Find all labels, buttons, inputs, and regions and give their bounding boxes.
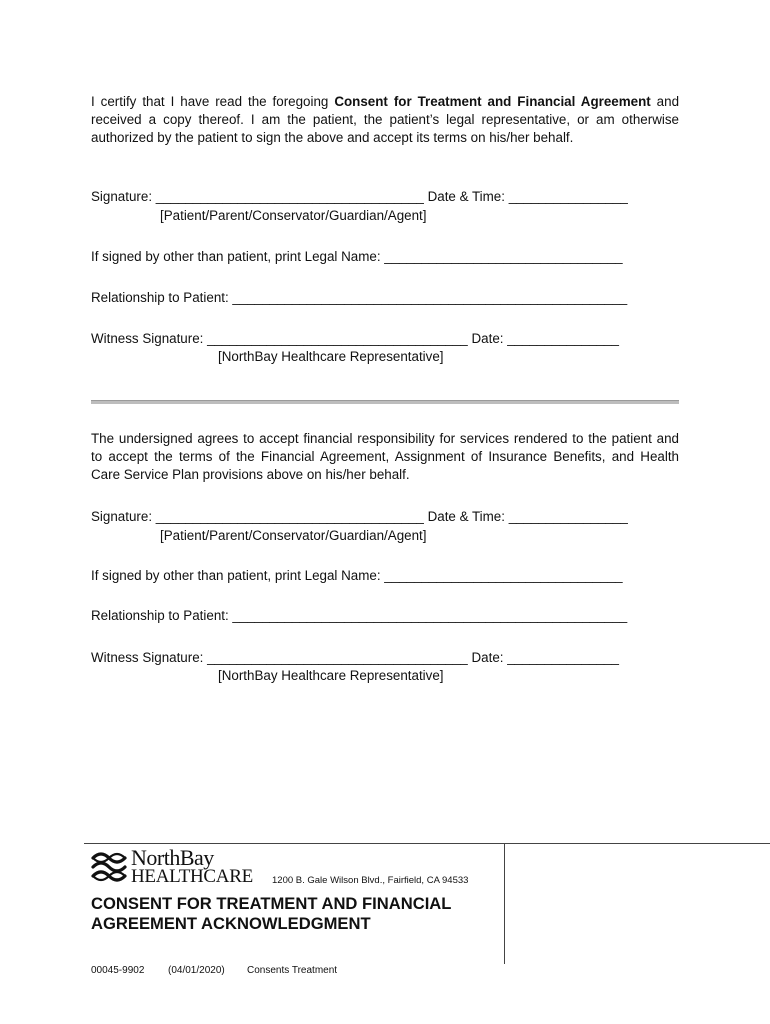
legal-name-field-2[interactable]: If signed by other than patient, print Legal Name: ________________________________: [91, 568, 623, 583]
signature-caption-1: [Patient/Parent/Conservator/Guardian/Agent]: [160, 208, 427, 223]
relationship-field-2[interactable]: Relationship to Patient: _____________________________________________________: [91, 608, 628, 623]
section-divider: [91, 400, 679, 404]
form-date: (04/01/2020): [168, 965, 225, 976]
certification-intro-text: I certify that I have read the foregoing: [91, 94, 335, 109]
logo-healthcare-text: HEALTHCARE: [131, 866, 253, 887]
form-category: Consents Treatment: [247, 965, 338, 976]
witness-caption-1: [NorthBay Healthcare Representative]: [218, 349, 444, 364]
form-number: 00045-9902: [91, 965, 145, 976]
witness-caption-2: [NorthBay Healthcare Representative]: [218, 668, 444, 683]
signature-date-field-1[interactable]: Signature: ____________________________________ Date & Time: ________________: [91, 189, 628, 204]
financial-responsibility-paragraph: The undersigned agrees to accept financial responsibility for services rendered to the patient and to accept the terms of the Financial Agreement, Assignment of Insurance Benefits, and Health Care Service Plan provisions above on his/her behalf.: [91, 431, 679, 482]
signature-caption-2: [Patient/Parent/Conservator/Guardian/Agent]: [160, 528, 427, 543]
certification-paragraph: [91, 93, 679, 147]
relationship-field-1[interactable]: Relationship to Patient: _____________________________________________________: [91, 290, 628, 305]
logo-northbay-text: NorthBay: [131, 845, 214, 870]
signature-date-field-2[interactable]: Signature: ____________________________________ Date & Time: ________________: [91, 509, 628, 524]
legal-name-field-1[interactable]: If signed by other than patient, print Legal Name: ________________________________: [91, 249, 623, 264]
witness-signature-field-2[interactable]: Witness Signature: ___________________________________ Date: _______________: [91, 650, 619, 665]
knot-logo-icon: [89, 849, 129, 885]
form-title: CONSENT FOR TREATMENT AND FINANCIAL AGREEMENT ACKNOWLEDGMENT: [91, 894, 452, 933]
witness-signature-field-1[interactable]: Witness Signature: ___________________________________ Date: _______________: [91, 331, 619, 346]
footer-vertical-rule: [504, 843, 505, 964]
northbay-logo: [89, 845, 269, 887]
consent-agreement-title-inline: Consent for Treatment and Financial Agreement: [334, 94, 651, 109]
footer-top-rule: [84, 843, 770, 844]
facility-address: 1200 B. Gale Wilson Blvd., Fairfield, CA 94533: [272, 875, 469, 886]
certification-rest-text: and received a copy thereof. I am the patient, the patient’s legal representative, or am otherwise authorized by the patient to sign the above and accept its terms on his/her behalf.: [91, 94, 680, 145]
